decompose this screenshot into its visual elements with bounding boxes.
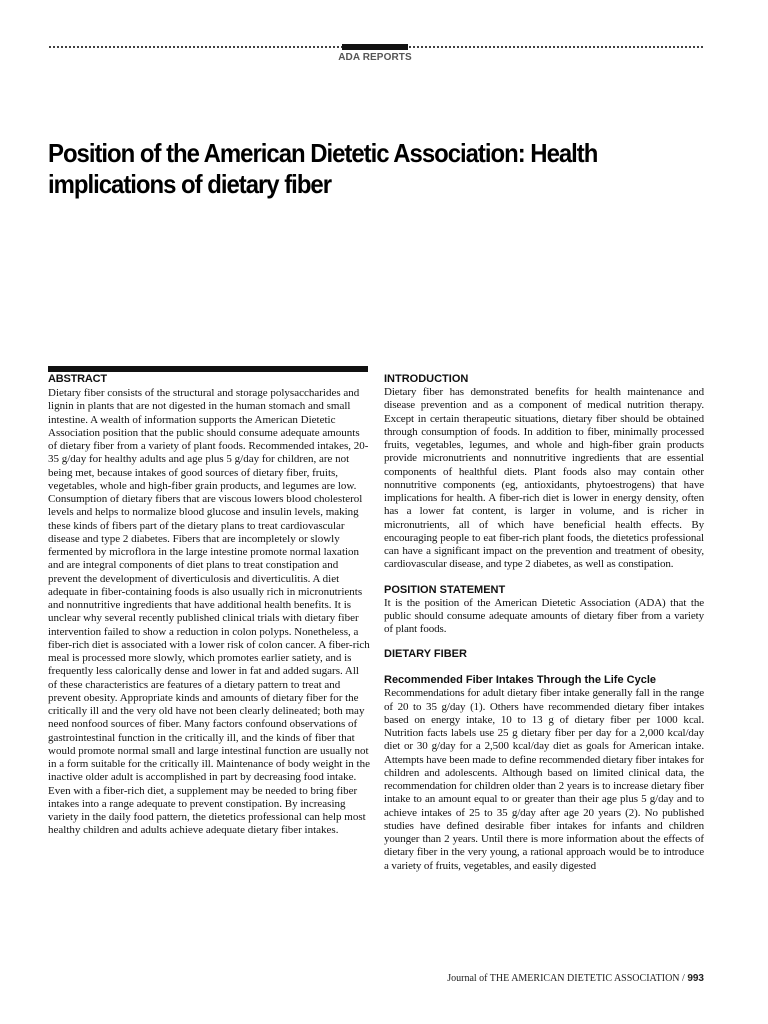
fiber-intakes-text: Recommendations for adult dietary fiber intake generally fall in the range of 20 to 35 g/day (1). Others have recommended dietary fiber intakes based on energy intake, 10 to 13 g of dietary fiber per 1000 kcal. Nutrition facts labels use 25 g dietary fiber per day for a 2,000 kcal/day diet or 30 g/day for a 2,500 kcal/day diet as goals for American intake. Attempts have been made to define recommended dietary fiber intakes for children and adolescents. Although based on limited clinical data, the recommendation for children older than 2 years is to increase dietary fiber intake to an amount equal to or greater than their age plus 5 g/day and to achieve intakes of 25 to 35 g/day after age 20 years (2). No published studies have defined desirable fiber intakes for infants and children younger than 2 years. Until there is more information about the effects of dietary fiber in the very young, a rational approach would be to introduce a variety of fruits, vegetables, and easily digested xyxy=(384,687,704,872)
abstract-rule xyxy=(48,366,368,372)
page-footer xyxy=(447,973,704,984)
abstract-text: Dietary fiber consists of the structural and storage polysaccharides and lignin in plants that are not digested in the human stomach and small intestine. A wealth of information supports the American Dietetic Association position that the public should consume adequate amounts of dietary fiber from a variety of plant foods. Recommended intakes, 20-35 g/day for healthy adults and age plus 5 g/day for children, are not being met, because intakes of good sources of dietary fiber, fruits, vegetables, whole and high-fiber grain products, and legumes are low. Consumption of dietary fibers that are viscous lowers blood cholesterol levels and helps to normalize blood glucose and insulin levels, making these kinds of fibers part of the dietary plans to treat cardiovascular disease and type 2 diabetes. Fibers that are incompletely or slowly fermented by microflora in the large intestine promote normal laxation and are integral components of diet plans to treat constipation and prevent the development of diverticulosis and diverticulitis. A diet adequate in fiber-containing foods is also usually rich in micronutrients and nonnutritive ingredients that have additional health benefits. It is unclear why several recently published clinical trials with dietary fiber intervention failed to show a reduction in colon polyps. Nonetheless, a fiber-rich diet is associated with a lower risk of colon cancer. A fiber-rich meal is processed more slowly, which promotes earlier satiety, and is frequently less calorically dense and lower in fat and added sugars. All of these characteristics are features of a dietary pattern to treat and prevent obesity. Appropriate kinds and amounts of dietary fiber for the critically ill and the very old have not been clearly delineated; both may need nonfood sources of fiber. Many factors confound observations of gastrointestinal function in the critically ill, and the kinds of fiber that would promote normal small and large intestinal function are usually not in a form suitable for the critically ill. Maintenance of body weight in the inactive older adult is accomplished in part by decreasing food intake. Even with a fiber-rich diet, a supplement may be needed to bring fiber intakes into a range adequate to prevent constipation. By increasing variety in the daily food pattern, the dietetics professional can help most healthy children and adults achieve adequate dietary fiber intakes. xyxy=(48,387,370,837)
position-statement-heading: POSITION STATEMENT xyxy=(384,583,506,596)
fiber-intakes-subheading: Recommended Fiber Intakes Through the Life Cycle xyxy=(384,674,656,687)
right-column xyxy=(384,373,704,873)
dietary-fiber-heading: DIETARY FIBER xyxy=(384,648,467,661)
article-title: Position of the American Dietetic Association: Health implications of dietary fiber xyxy=(48,138,598,199)
section-tab-bar xyxy=(342,44,408,50)
journal-name: Journal of THE AMERICAN DIETETIC ASSOCIATION / xyxy=(447,973,688,984)
abstract-heading: ABSTRACT xyxy=(48,373,107,385)
position-statement-text: It is the position of the American Dietetic Association (ADA) that the public should consume adequate amounts of dietary fiber from a variety of plant foods. xyxy=(384,596,704,635)
section-label: ADA REPORTS xyxy=(338,52,412,63)
introduction-text: Dietary fiber has demonstrated benefits for health maintenance and disease prevention and as a component of medical nutrition therapy. Except in certain therapeutic situations, dietary fiber should be obtained through consumption of foods. In addition to fiber, minimally processed fruits, vegetables, legumes, and whole and high-fiber grain products provide micronutrients and nonnutritive ingredients that are essential components of healthful diets. Plant foods also may contain other nonnutritive components (eg, antioxidants, phytoestrogens) that have implications for health. A fiber-rich diet is lower in energy density, often has a lower fat content, is larger in volume, and is richer in micronutrients, all of which have beneficial health effects. By encouraging people to eat fiber-rich plant foods, the dietetics professional can have a significant impact on the prevention and treatment of obesity, cardiovascular disease, and type 2 diabetes, as well as constipation. xyxy=(384,386,704,571)
introduction-heading: INTRODUCTION xyxy=(384,373,469,385)
page-number: 993 xyxy=(687,973,704,984)
